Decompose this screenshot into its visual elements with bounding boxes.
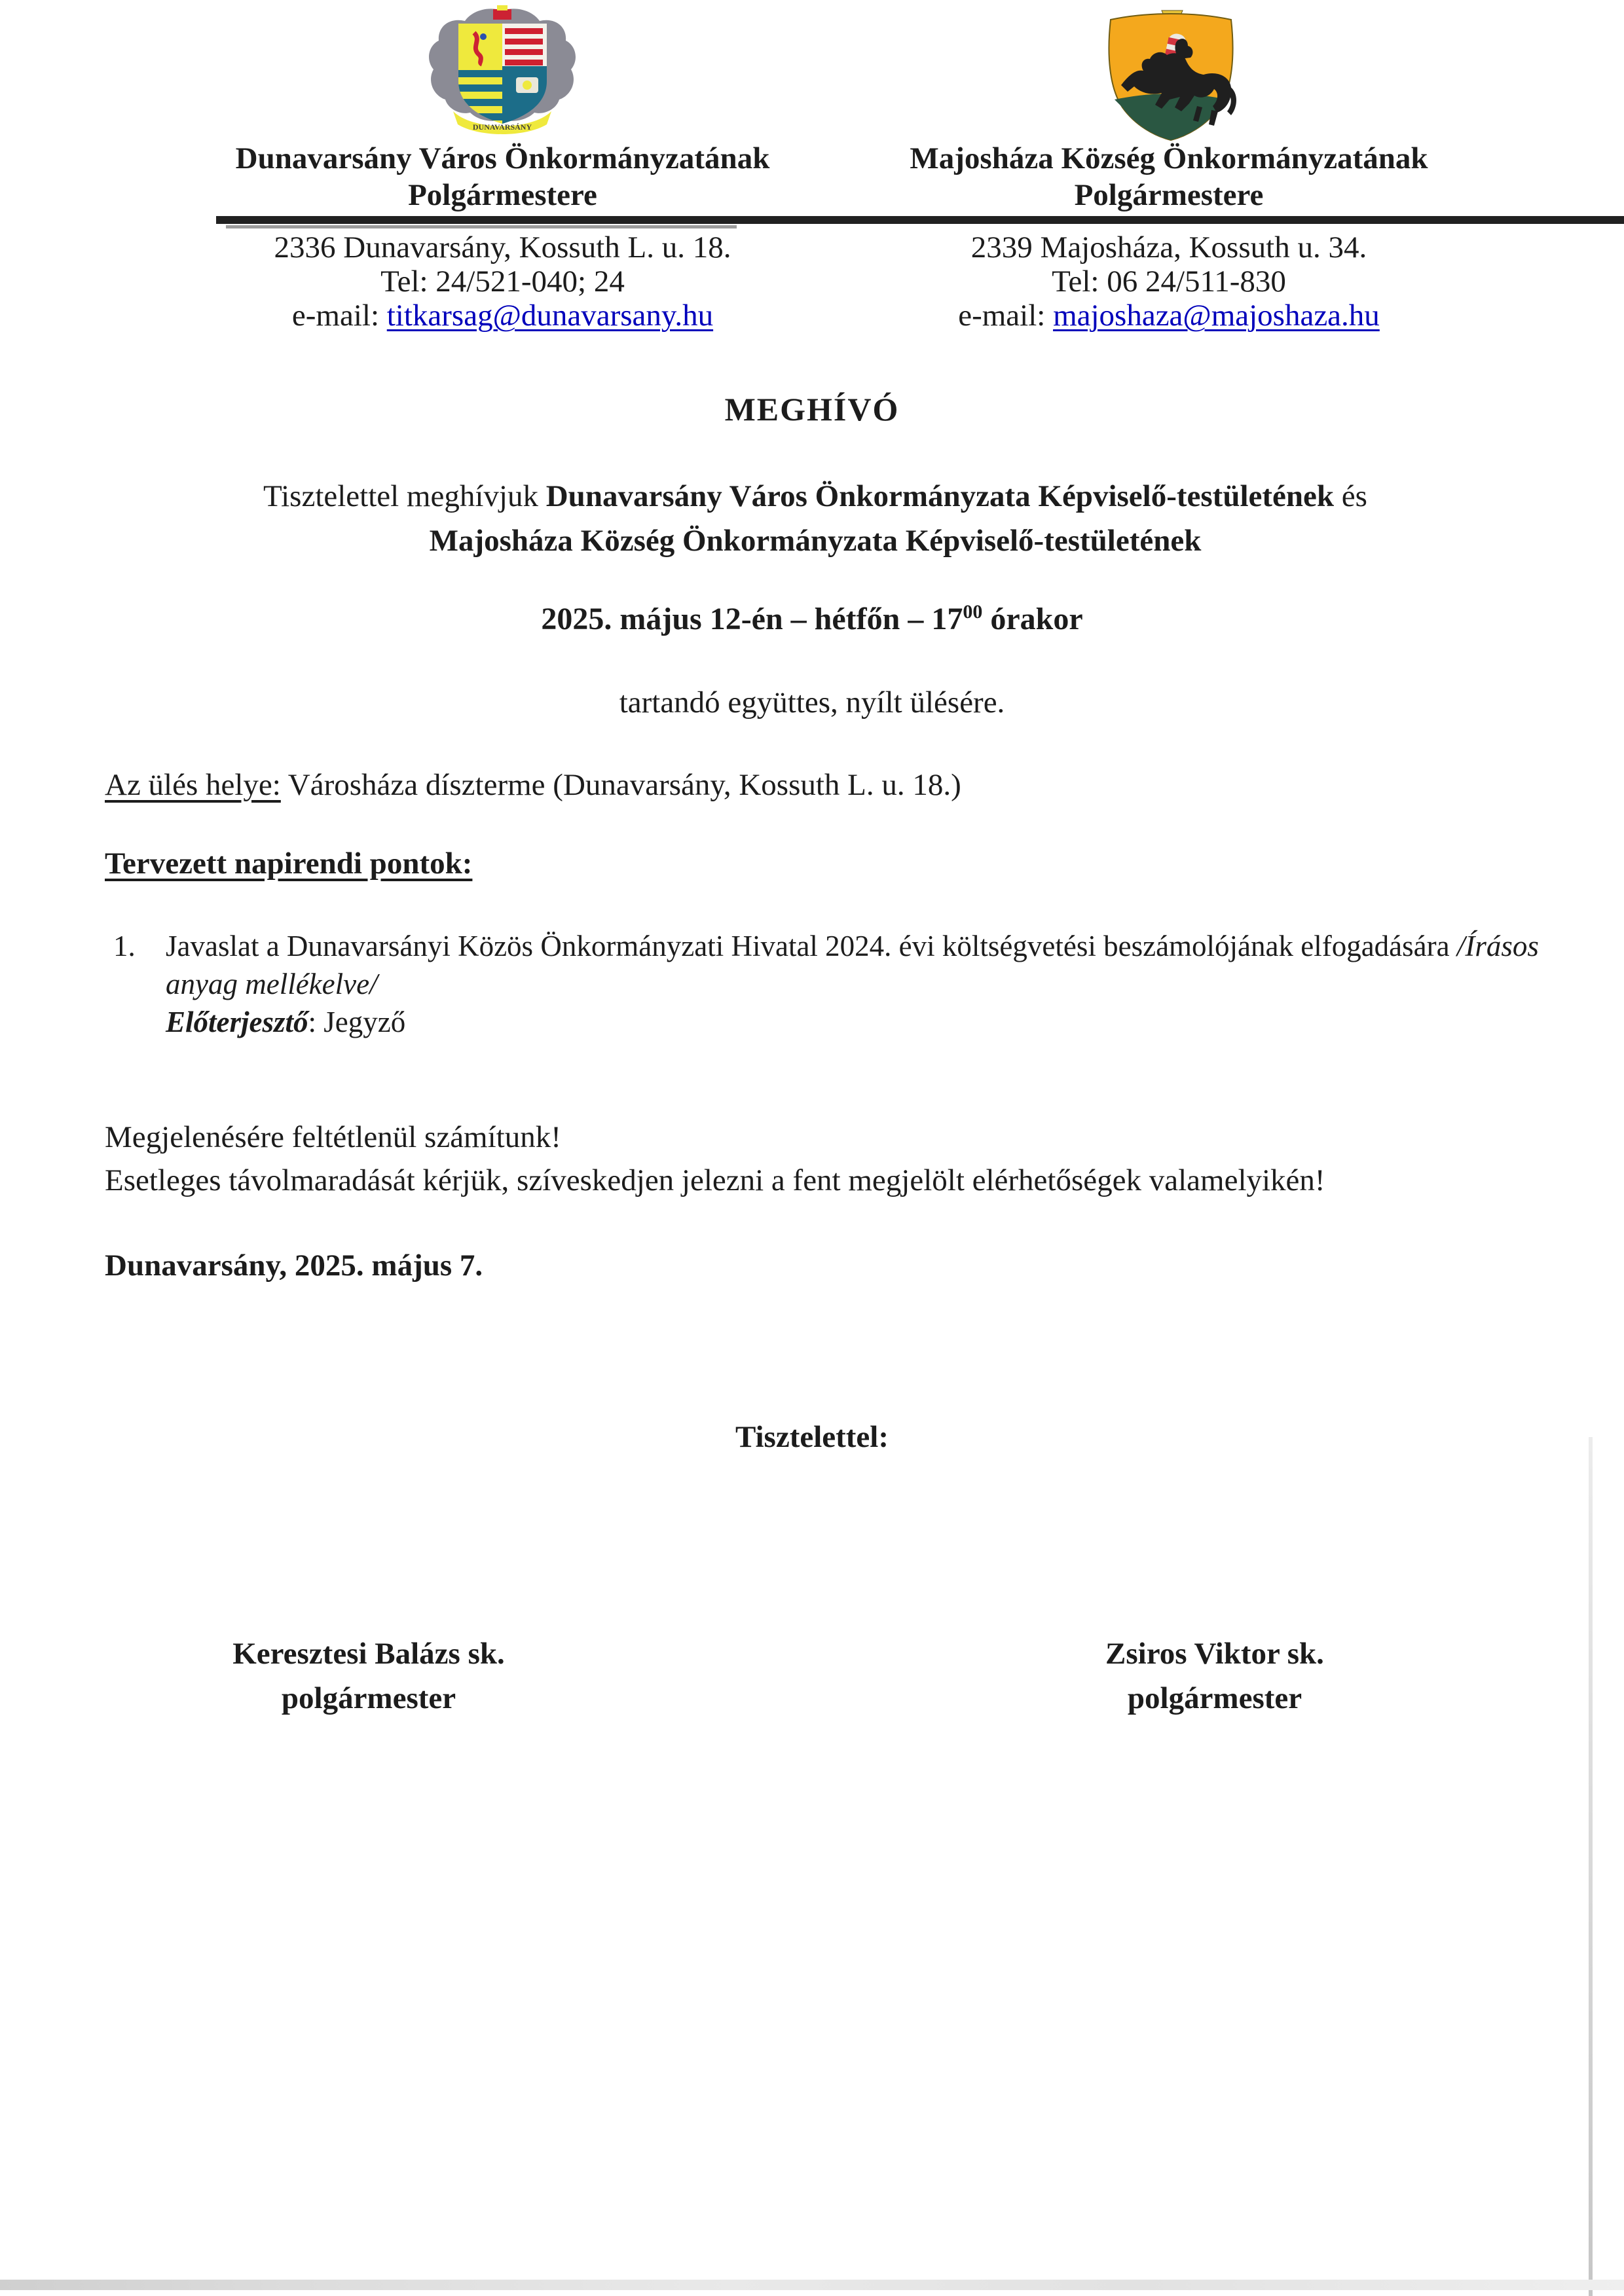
- header-rule: [216, 216, 1624, 224]
- signature-block-left: [202, 1631, 536, 1721]
- left-email-link[interactable]: titkarsag@dunavarsany.hu: [386, 299, 714, 333]
- left-org-role: Polgármestere: [408, 178, 597, 212]
- agenda-item-line-1: [166, 927, 1541, 965]
- crest-crown: [493, 9, 511, 20]
- right-email-link[interactable]: majoshaza@majoshaza.hu: [1053, 299, 1380, 333]
- invite-body-1: Dunavarsány Város Önkormányzata Képviselő-testületének: [545, 479, 1335, 513]
- attendance-note-1: Megjelenésére feltétlenül számítunk!: [105, 1120, 561, 1154]
- left-org-name: Dunavarsány Város Önkormányzatának: [235, 141, 770, 175]
- left-phone: Tel: 24/521-040; 24: [380, 264, 625, 299]
- signature-name-left: Keresztesi Balázs sk.: [232, 1637, 505, 1671]
- dunavarsany-crest-graphic: [419, 4, 586, 135]
- presenter-value: : Jegyző: [308, 1006, 406, 1038]
- agenda-item-attachment-note-2: anyag mellékelve/: [166, 968, 378, 1000]
- location-value: Városháza díszterme (Dunavarsány, Kossuth L. u. 18.): [280, 768, 961, 802]
- meeting-location-line: [105, 767, 1545, 803]
- right-email-line: [832, 299, 1506, 333]
- invite-body-2: Majosháza Község Önkormányzata Képviselő-testületének: [429, 524, 1202, 558]
- right-address: 2339 Majosháza, Kossuth u. 34.: [970, 230, 1367, 264]
- location-label: Az ülés helye:: [105, 768, 281, 802]
- signature-name-right: Zsiros Viktor sk.: [1105, 1637, 1324, 1671]
- invite-intro: Tisztelettel meghívjuk: [263, 479, 546, 513]
- right-org-name: Majosháza Község Önkormányzatának: [910, 141, 1428, 175]
- signature-title-right: polgármester: [1127, 1681, 1302, 1715]
- dunavarsany-coat-of-arms: [419, 4, 586, 135]
- right-email-label: e-mail:: [958, 299, 1054, 333]
- right-org-role: Polgármestere: [1074, 178, 1264, 212]
- agenda-item-1: [166, 927, 1541, 1041]
- majoshaza-crest-graphic: [1101, 8, 1240, 144]
- date-superscript: 00: [963, 601, 983, 623]
- presenter-label: Előterjesztő: [166, 1006, 308, 1038]
- header-left-contact: [164, 230, 841, 333]
- meeting-datetime: [0, 601, 1624, 637]
- document-dateline: Dunavarsány, 2025. május 7.: [105, 1248, 483, 1283]
- document-title: MEGHÍVÓ: [724, 391, 900, 428]
- date-tail: órakor: [982, 602, 1083, 636]
- majoshaza-coat-of-arms: [1101, 8, 1240, 144]
- date-main: 2025. május 12-én – hétfőn – 17: [541, 602, 963, 636]
- left-address: 2336 Dunavarsány, Kossuth L. u. 18.: [274, 230, 731, 264]
- signature-block-right: [1048, 1631, 1382, 1721]
- attendance-note-2: Esetleges távolmaradását kérjük, szíveskedjen jelezni a fent megjelölt elérhetőségek valamelyikén!: [105, 1163, 1325, 1197]
- header-left: [164, 140, 841, 213]
- left-email-label: e-mail:: [291, 299, 387, 333]
- header-right: [832, 140, 1506, 213]
- header-rule-shadow: [226, 225, 737, 228]
- left-email-line: [164, 299, 841, 333]
- right-phone: Tel: 06 24/511-830: [1052, 264, 1286, 299]
- agenda-item-attachment-note-1: /Írásos: [1456, 930, 1539, 962]
- scan-artifact-bottom-smudge: [0, 2280, 1624, 2290]
- session-type-line: tartandó együttes, nyílt ülésére.: [619, 685, 1005, 720]
- crest-banner-text: DUNAVARSÁNY: [472, 122, 532, 132]
- invite-conjunction: és: [1334, 479, 1367, 513]
- closing-salutation: Tisztelettel:: [735, 1420, 889, 1454]
- agenda-item-presenter: [166, 1003, 1541, 1041]
- agenda-item-text: Javaslat a Dunavarsányi Közös Önkormányzati Hivatal 2024. évi költségvetési beszámolójának elfogadására: [166, 930, 1457, 962]
- header-right-contact: [832, 230, 1506, 333]
- agenda-heading: Tervezett napirendi pontok:: [105, 847, 473, 881]
- agenda-item-number: 1.: [113, 930, 136, 962]
- scan-artifact-vertical-line: [1589, 1437, 1593, 2296]
- invitation-paragraph: [105, 474, 1526, 563]
- signature-title-left: polgármester: [281, 1681, 456, 1715]
